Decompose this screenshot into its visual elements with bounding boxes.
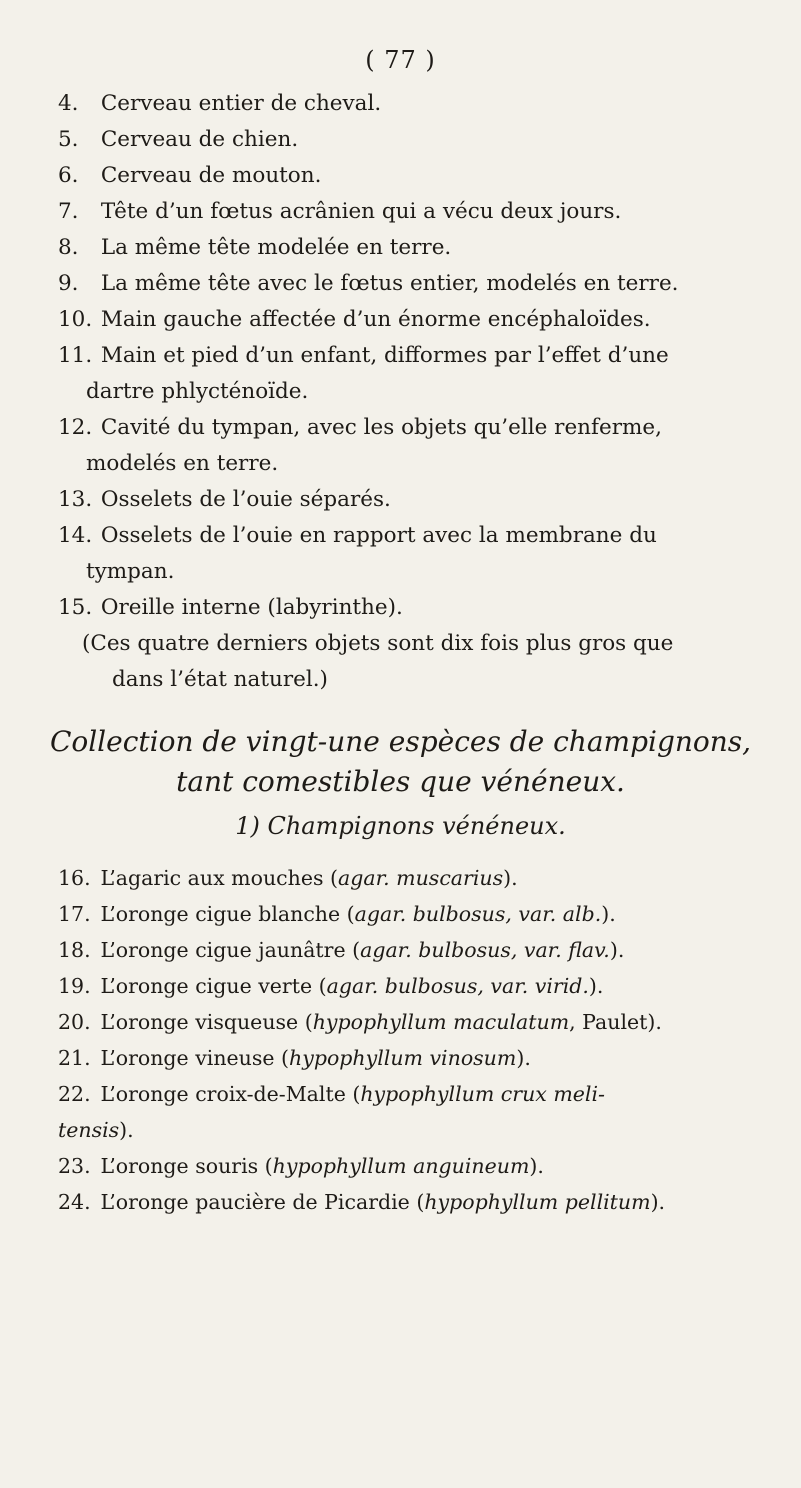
list-item xyxy=(58,968,778,1004)
item-text: Osselets de l’ouie séparés. xyxy=(100,487,391,512)
item-end: ). xyxy=(119,1118,134,1142)
item-text: Cerveau entier de cheval. xyxy=(100,91,382,116)
item-end: ). xyxy=(609,938,625,962)
item-number: 9. xyxy=(58,271,79,296)
item-latin-name: hypophyllum anguineum xyxy=(272,1154,530,1178)
list-item xyxy=(58,122,758,158)
item-number: 11. xyxy=(58,343,93,368)
page-number: ( 77 ) xyxy=(365,46,436,74)
list-item xyxy=(58,932,778,968)
item-number: 21. xyxy=(58,1046,91,1070)
item-continuation: dartre phlycténoïde. xyxy=(86,379,309,404)
list-item xyxy=(58,860,778,896)
item-common-name: L’oronge vineuse ( xyxy=(100,1046,290,1070)
item-text: La même tête avec le fœtus entier, modelés en terre. xyxy=(100,271,679,296)
item-end: ). xyxy=(650,1190,666,1214)
item-common-name: L’oronge souris ( xyxy=(100,1154,273,1178)
item-continuation: tympan. xyxy=(86,559,175,584)
item-latin-name: hypophyllum pellitum xyxy=(424,1190,651,1214)
item-common-name: L’oronge cigue verte ( xyxy=(100,974,327,998)
item-latin-name: hypophyllum maculatum xyxy=(312,1010,570,1034)
item-text: Cerveau de mouton. xyxy=(100,163,322,188)
item-number: 8. xyxy=(58,235,79,260)
item-end: ). xyxy=(516,1046,531,1070)
item-number: 14. xyxy=(58,523,93,548)
list-item xyxy=(58,1148,778,1184)
item-latin-name: agar. bulbosus, var. alb. xyxy=(354,902,602,926)
list-item xyxy=(58,410,758,446)
item-number: 13. xyxy=(58,487,93,512)
item-number: 22. xyxy=(58,1082,91,1106)
item-text: Main et pied d’un enfant, difformes par l’effet d’une xyxy=(100,343,669,368)
list-item xyxy=(58,1040,778,1076)
item-text: Cerveau de chien. xyxy=(100,127,299,152)
item-number: 7. xyxy=(58,199,79,224)
item-common-name: L’agaric aux mouches ( xyxy=(100,866,339,890)
section-heading-line2: tant comestibles que vénéneux. xyxy=(176,765,625,798)
list-item xyxy=(58,518,758,554)
item-number: 10. xyxy=(58,307,93,332)
list-item xyxy=(58,86,758,122)
item-number: 12. xyxy=(58,415,93,440)
item-latin-name: tensis xyxy=(58,1118,120,1142)
list-item xyxy=(58,338,758,374)
item-number: 17. xyxy=(58,902,91,926)
item-end: ). xyxy=(588,974,604,998)
item-text: Oreille interne (labyrinthe). xyxy=(100,595,403,620)
list-item xyxy=(58,1184,778,1220)
item-end: ). xyxy=(601,902,616,926)
list-item xyxy=(58,230,758,266)
list-item xyxy=(58,194,758,230)
list-item xyxy=(58,158,758,194)
list-item xyxy=(58,1076,778,1112)
item-end: ). xyxy=(503,866,518,890)
item-common-name: L’oronge cigue jaunâtre ( xyxy=(100,938,361,962)
item-number: 4. xyxy=(58,91,79,116)
item-common-name: L’oronge paucière de Picardie ( xyxy=(100,1190,425,1214)
item-text: Cavité du tympan, avec les objets qu’elle renferme, xyxy=(100,415,662,440)
item-number: 15. xyxy=(58,595,93,620)
item-latin-name: agar. bulbosus, var. flav. xyxy=(360,938,610,962)
item-common-name: L’oronge visqueuse ( xyxy=(100,1010,313,1034)
mushroom-list xyxy=(58,860,778,1220)
list-item xyxy=(58,590,758,626)
item-end: , Paulet). xyxy=(569,1010,662,1034)
item-end: ). xyxy=(529,1154,544,1178)
item-latin-name: hypophyllum vinosum xyxy=(289,1046,517,1070)
item-text: La même tête modelée en terre. xyxy=(100,235,452,260)
item-text: Main gauche affectée d’un énorme encéphaloïdes. xyxy=(100,307,651,332)
item-text: Osselets de l’ouie en rapport avec la membrane du xyxy=(100,523,657,548)
list-item xyxy=(58,266,758,302)
list-item xyxy=(58,1004,778,1040)
item-number: 23. xyxy=(58,1154,91,1178)
item-number: 19. xyxy=(58,974,91,998)
item-continuation: modelés en terre. xyxy=(86,451,279,476)
item-number: 20. xyxy=(58,1010,91,1034)
subsection-heading: 1) Champignons vénéneux. xyxy=(235,812,566,840)
specimen-list xyxy=(58,86,758,698)
item-number: 24. xyxy=(58,1190,91,1214)
note-line: dans l’état naturel.) xyxy=(112,667,328,692)
item-latin-name: agar. muscarius xyxy=(338,866,504,890)
item-number: 18. xyxy=(58,938,91,962)
item-latin-name: agar. bulbosus, var. virid. xyxy=(326,974,589,998)
item-number: 5. xyxy=(58,127,79,152)
note-line: (Ces quatre derniers objets sont dix fois plus gros que xyxy=(82,631,674,656)
item-number: 16. xyxy=(58,866,91,890)
item-text: Tête d’un fœtus acrânien qui a vécu deux jours. xyxy=(100,199,622,224)
list-item xyxy=(58,482,758,518)
item-number: 6. xyxy=(58,163,79,188)
section-heading: Collection de vingt-une espèces de champignons, xyxy=(49,725,752,758)
item-common-name: L’oronge croix-de-Malte ( xyxy=(100,1082,361,1106)
list-item xyxy=(58,302,758,338)
list-item xyxy=(58,896,778,932)
item-continuation xyxy=(58,1112,778,1148)
item-common-name: L’oronge cigue blanche ( xyxy=(100,902,355,926)
item-latin-name: hypophyllum crux meli- xyxy=(360,1082,605,1106)
